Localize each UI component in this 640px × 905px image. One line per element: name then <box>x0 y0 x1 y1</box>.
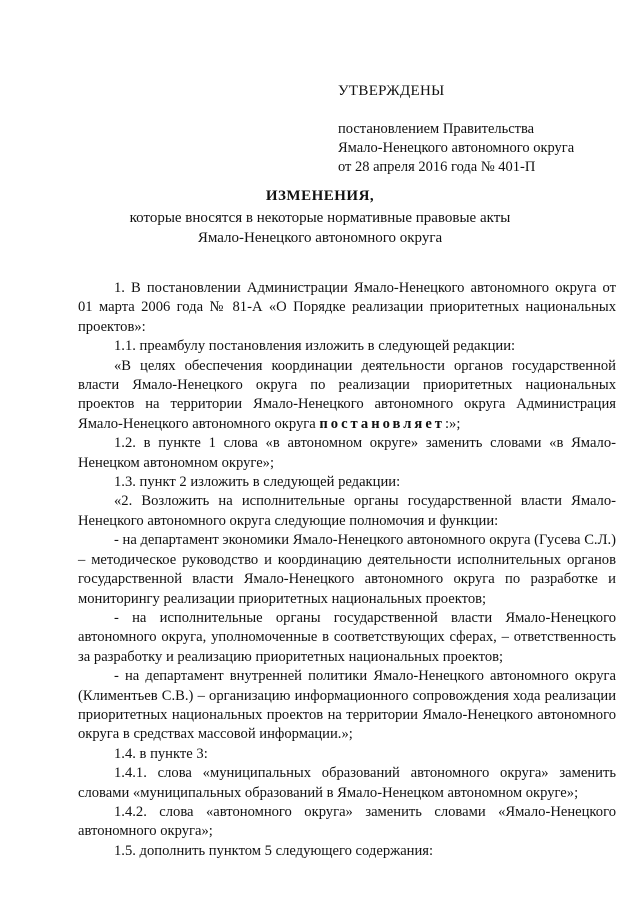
approval-line-3: от 28 апреля 2016 года № 401-П <box>338 159 536 175</box>
paragraph-1-3: 1.3. пункт 2 изложить в следующей редакции: <box>114 474 401 491</box>
paragraph-1-4-1: 1.4.1. слова «муниципальных образований автономного округа» заменить словами «муниципальных образований в Ямало-Ненецком автономном округе»; <box>78 765 616 801</box>
paragraph-point-2: «2. Возложить на исполнительные органы государственной власти Ямало-Ненецкого автономного округа следующие полномочия и функции: <box>78 493 616 529</box>
preamble-spaced-word: постановляет <box>319 415 445 432</box>
paragraph-1-4: 1.4. в пункте 3: <box>114 745 208 762</box>
paragraph-1: 1. В постановлении Администрации Ямало-Ненецкого автономного округа от 01 марта 2006 года № 81-А «О Порядке реализации приоритетных национальных проектов»: <box>78 280 616 335</box>
paragraph-dash-2: - на исполнительные органы государственной власти Ямало-Ненецкого автономного округа, уполномоченные в соответствующих сферах, – ответственность за разработку и реализацию приоритетных национальных проектов; <box>78 609 616 665</box>
paragraph-preamble <box>78 357 616 435</box>
paragraph-1-2: 1.2. в пункте 1 слова «в автономном округе» заменить словами «в Ямало-Ненецком автономном округе»; <box>78 435 616 471</box>
document-body <box>78 279 616 861</box>
document-title-block <box>60 186 580 248</box>
paragraph-dash-1: - на департамент экономики Ямало-Ненецкого автономного округа (Гусева С.Л.) – методическое руководство и координацию деятельности исполнительных органов государственной власти Ямало-Ненецкого автономного округа по разработке и мониторингу реализации приоритетных национальных проектов; <box>78 532 616 607</box>
approval-block <box>338 82 628 177</box>
paragraph-1-5: 1.5. дополнить пунктом 5 следующего содержания: <box>114 842 434 859</box>
preamble-end: :»; <box>444 415 461 432</box>
approval-heading: УТВЕРЖДЕНЫ <box>338 83 445 99</box>
paragraph-dash-3: - на департамент внутренней политики Ямало-Ненецкого автономного округа (Климентьев С.В.) – организацию информационного сопровождения хода реализации приоритетных национальных проектов на территории Ямало-Ненецкого автономного округа в средствах массовой информации.»; <box>78 668 616 743</box>
paragraph-1-4-2: 1.4.2. слова «автономного округа» заменить словами «Ямало-Ненецкого автономного округа»; <box>78 803 616 840</box>
document-subtitle-1: которые вносятся в некоторые нормативные правовые акты <box>129 210 511 226</box>
approval-line-2: Ямало-Ненецкого автономного округа <box>338 140 575 156</box>
approval-line-1: постановлением Правительства <box>338 121 535 137</box>
document-title: ИЗМЕНЕНИЯ, <box>265 188 375 204</box>
document-subtitle-2: Ямало-Ненецкого автономного округа <box>197 230 443 246</box>
preamble-text: «В целях обеспечения координации деятельности органов государственной власти Ямало-Ненецкого округа по реализации приоритетных национальных проектов на территории Ямало-Ненецкого автономного округа Администрация Ямало-Ненецкого автономного округа <box>78 357 616 432</box>
paragraph-1-1: 1.1. преамбулу постановления изложить в следующей редакции: <box>114 338 516 355</box>
